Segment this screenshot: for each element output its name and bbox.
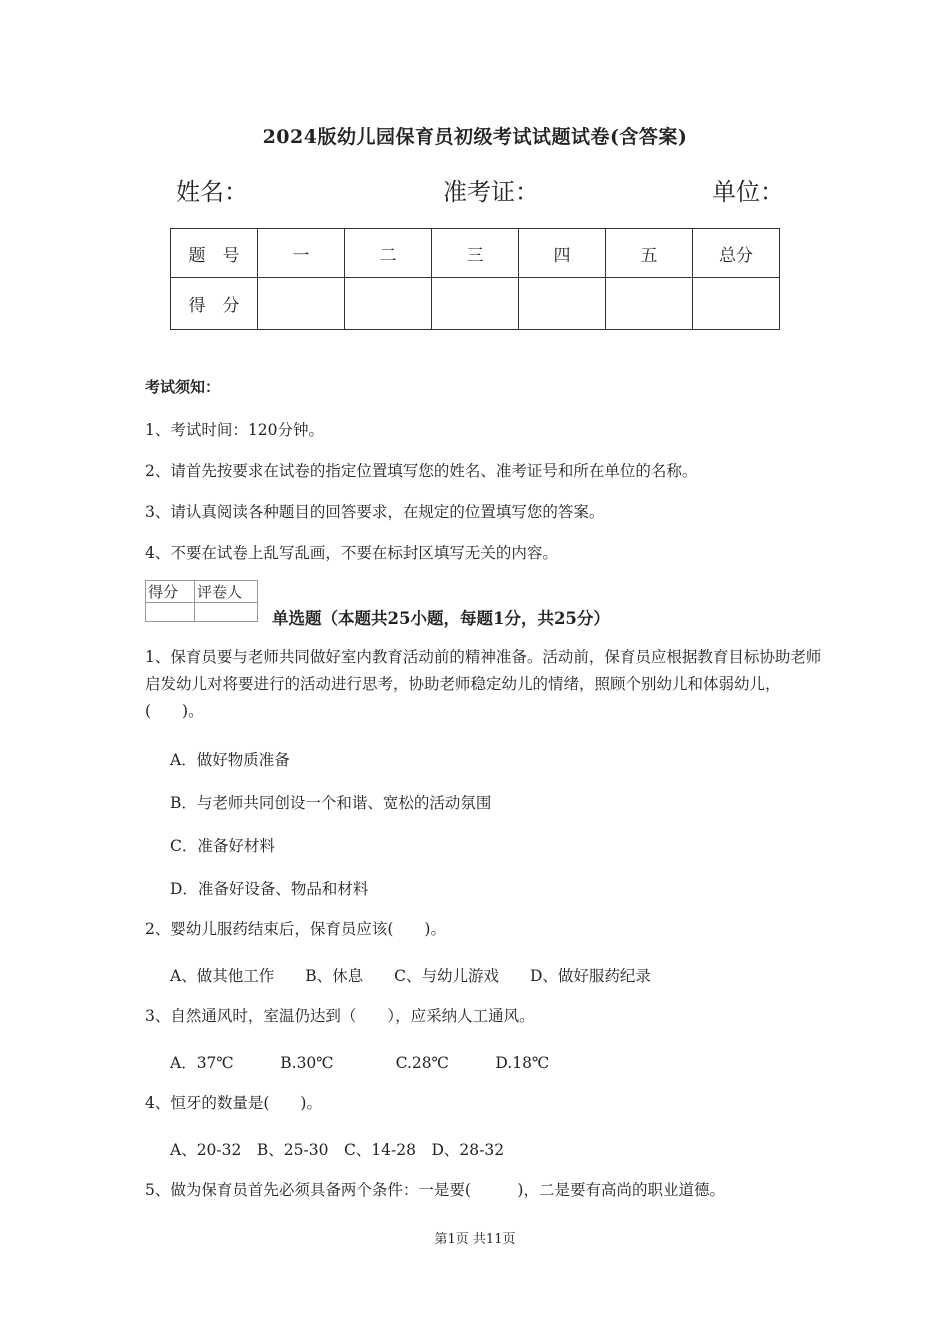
question-1-option-d: D．准备好设备、物品和材料	[170, 880, 369, 898]
grader-name-label: 评卷人	[195, 581, 258, 603]
header-cell: 三	[432, 229, 519, 278]
score-cell	[345, 278, 432, 330]
score-cell	[519, 278, 606, 330]
grader-name-cell	[195, 603, 258, 622]
header-cell: 二	[345, 229, 432, 278]
header-cell: 四	[519, 229, 606, 278]
name-field-label: 姓名：	[176, 178, 248, 206]
header-cell: 题 号	[171, 229, 258, 278]
score-cell	[606, 278, 693, 330]
question-4-options: A、20-32 B、25-30 C、14-28 D、28-32	[170, 1141, 505, 1159]
score-table	[170, 228, 780, 330]
notice-item: 4、不要在试卷上乱写乱画，不要在标封区填写无关的内容。	[145, 544, 558, 562]
page-number: 第1页 共11页	[434, 1232, 516, 1247]
score-cell	[693, 278, 780, 330]
question-1-option-b: B．与老师共同创设一个和谐、宽松的活动氛围	[170, 794, 492, 812]
question-2-options: A、做其他工作 B、休息 C、与幼儿游戏 D、做好服药纪录	[170, 967, 651, 985]
notice-item: 3、请认真阅读各种题目的回答要求，在规定的位置填写您的答案。	[145, 503, 605, 521]
document-title: 2024版幼儿园保育员初级考试试题试卷(含答案)	[262, 126, 688, 148]
question-2: 2、婴幼儿服药结束后，保育员应该( )。	[145, 920, 446, 938]
question-1-option-a: A．做好物质准备	[170, 751, 290, 769]
grader-box	[145, 580, 258, 622]
header-cell: 一	[258, 229, 345, 278]
header-cell: 总分	[693, 229, 780, 278]
grader-score-cell	[146, 603, 195, 622]
section-title: 单选题（本题共25小题，每题1分，共25分）	[272, 609, 610, 628]
score-table-score-row	[171, 278, 780, 330]
question-3: 3、自然通风时，室温仍达到（ ），应采纳人工通风。	[145, 1007, 535, 1025]
question-1: 1、保育员要与老师共同做好室内教育活动前的精神准备。活动前，保育员应根据教育目标协助老师启发幼儿对将要进行的活动进行思考，协助老师稳定幼儿的情绪，照顾个别幼儿和体弱幼儿，( )。	[145, 648, 822, 720]
unit-field-label: 单位：	[712, 178, 784, 206]
exam-id-field-label: 准考证：	[443, 178, 539, 206]
notice-title: 考试须知：	[145, 378, 221, 396]
score-cell	[258, 278, 345, 330]
question-5: 5、做为保育员首先必须具备两个条件：一是要( )，二是要有高尚的职业道德。	[145, 1181, 725, 1199]
score-cell	[432, 278, 519, 330]
question-3-options: A．37℃ B.30℃ C.28℃ D.18℃	[170, 1054, 550, 1072]
grader-score-label: 得分	[146, 581, 195, 603]
header-cell: 五	[606, 229, 693, 278]
score-row-label: 得 分	[171, 278, 258, 330]
score-table-header-row	[171, 229, 780, 278]
question-4: 4、恒牙的数量是( )。	[145, 1094, 322, 1112]
notice-item: 1、考试时间：120分钟。	[145, 421, 324, 439]
question-1-option-c: C．准备好材料	[170, 837, 275, 855]
notice-item: 2、请首先按要求在试卷的指定位置填写您的姓名、准考证号和所在单位的名称。	[145, 462, 698, 480]
